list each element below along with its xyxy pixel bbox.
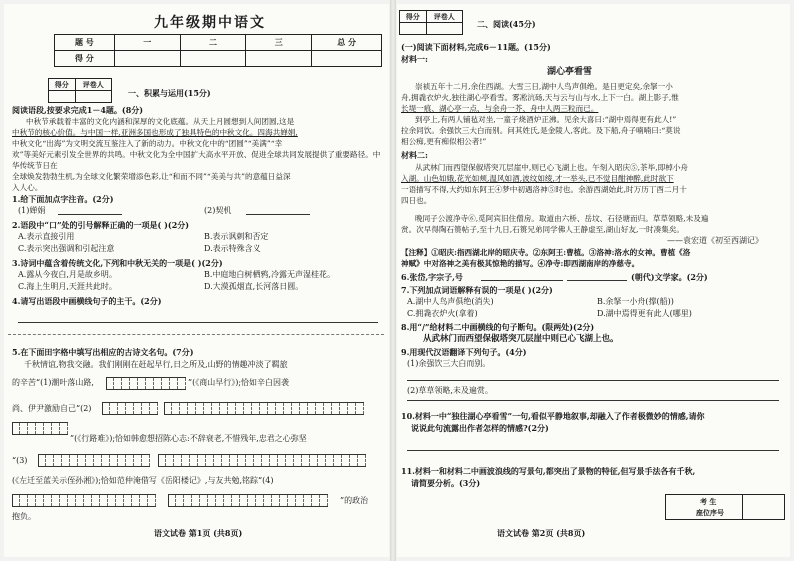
q5-text2a: 的辛苦“(1)潮叶落山路, (12, 378, 94, 387)
material1-line: 拉余同饮。余强饮三大白而别。问其姓氏,是金陵人,客此。及下船,舟子喃喃曰:“莫说 (401, 126, 681, 135)
passage-line: 中秋节承载着丰富的文化内涵和深厚的文化底蕴。从天上月圆想到人间团圆,这是 (26, 117, 295, 126)
grader-box (48, 78, 112, 103)
score-input-cell[interactable] (312, 51, 382, 67)
section1-title: 一、积累与运用(15分) (128, 88, 211, 98)
q10-title-2: 说说此句流露出作者怎样的情感?(2分) (411, 423, 549, 433)
material2-line: 从武林门而西望保俶塔突兀层崖中,则已心飞湖上也。午刻入昭庆⑤,茶毕,即棹小舟 (415, 163, 689, 172)
q10-answer-line[interactable] (407, 450, 779, 451)
material2-text (401, 162, 785, 206)
grader-name-cell[interactable] (75, 91, 111, 103)
grader-name-label: 评卷人 (426, 11, 462, 23)
page-footer: 语文试卷 第2页 (共8页) (497, 528, 586, 538)
q3-option-b: B.中庭地白树栖鸦,冷露无声湿桂花。 (204, 270, 335, 279)
q4-answer-line[interactable] (18, 322, 378, 323)
exam-seat-box (665, 494, 785, 520)
score-header-cell: 一 (114, 35, 180, 51)
q5-text5a: “(3) (12, 456, 28, 465)
passage-line: 欢”等美好元素引发全世界的共鸣。中秋文化为全中国扩大高水平开放、促进全球共同发展提供了重要路径。中华传统节日在 (12, 150, 381, 170)
q5-text2b: ”(《商山早行》);恰如辛白因袭 (188, 378, 290, 387)
page-fold (390, 0, 396, 561)
score-input-cell[interactable] (114, 51, 180, 67)
q7-option-d: D.湖中焉得更有此人(哪里) (597, 309, 692, 318)
exam-seat-number-field[interactable] (744, 497, 782, 517)
grader-score-label: 得分 (49, 79, 76, 91)
material1-line: 相公痴,更有痴似相公者!” (401, 137, 487, 146)
score-table (54, 34, 382, 67)
divider (8, 334, 384, 335)
passage (12, 116, 384, 193)
q6-tail: (朝代)文学家。(2分) (631, 272, 708, 282)
q5-2-grid-c[interactable] (12, 422, 68, 435)
score-header-cell: 总 分 (312, 35, 382, 51)
material2-line: 一语描写不得,大约如东阿王④梦中初遇洛神⑤时也。余游西湖始此,时万历丁酉二月十 (401, 185, 687, 194)
q4-title: 4.请写出语段中画横线句子的主干。(2分) (12, 296, 162, 306)
reading-intro: 阅读语段,按要求完成1－4题。(8分) (12, 105, 144, 115)
q7-option-c: C.拥毳衣炉火(拿着) (407, 309, 478, 318)
exam-seat-divider (742, 495, 743, 519)
q5-title: 5.在下面田字格中填写出相应的古诗文名句。(7分) (12, 347, 194, 357)
q5-4-grid-a[interactable] (12, 494, 156, 507)
material2-text3: 赏。次早得陶石篑帖子,至十九日,石篑兄弟同学佛人王静虚至,湖山好友,一时凑集矣。 (401, 225, 685, 234)
passage-line: 入人心。 (12, 183, 43, 192)
grader-name-cell[interactable] (426, 23, 462, 35)
notes: 【注释】①昭庆:指西湖北岸的昭庆寺。②东阿王:曹植。③洛神:洛水的女神。曹植《洛 (401, 248, 691, 257)
q2-title: 2.语段中“口”处的引号解释正确的一项是( )(2分) (12, 220, 190, 230)
part1-title: (一)阅读下面材料,完成6－11题。(15分) (401, 42, 551, 52)
q9-a: (1)余强饮三大白而别。 (407, 359, 491, 368)
passage-line: 全球焕发勃勃生机,为全球文化繁荣增添色彩,让“和而不同”“美美与共”的意蕴日益深 (12, 172, 291, 181)
section2-title: 二、阅读(45分) (477, 19, 536, 29)
material1-text (401, 81, 785, 147)
q5-text7: 抱负。 (12, 512, 36, 521)
q9-a-answer-line[interactable] (407, 380, 779, 381)
q5-text6a: (《左迁至蓝关示侄孙湘》);恰如范仲淹借写《岳阳楼记》,与友共勉,铭踪“(4) (12, 476, 274, 485)
grader-box (399, 10, 463, 35)
notes-2: 神赋》中对洛神之美有极其惊艳的描写。④净寺:即西湖南岸的净慈寺。 (401, 259, 640, 268)
exam-title: 九年级期中语文 (154, 15, 266, 31)
q2-option-a: A.表示直接引用 (18, 232, 75, 241)
q5-text6b: ”的政治 (340, 496, 369, 505)
grader-score-label: 得分 (400, 11, 427, 23)
q7-title: 7.下列加点词语解释有误的一项是( )(2分) (401, 285, 553, 295)
material2-line: 四日也。 (401, 196, 432, 205)
q1-title: 1.给下面加点字注音。(2分) (12, 194, 114, 204)
right-page (397, 4, 790, 557)
q2-option-b: B.表示讽刺和否定 (204, 232, 269, 241)
q2-option-d: D.表示特殊含义 (204, 244, 261, 253)
q3-title: 3.诗词中蕴含着传统文化,下列和中秋无关的一项是( )(2分) (12, 258, 223, 268)
exam-seat-label-1: 考 生 (700, 497, 717, 506)
q5-text3a: 尚、伊尹激励自己“(2) (12, 404, 92, 413)
score-header-cell: 二 (180, 35, 246, 51)
q5-text1: 千秋情谊,物我交融。我们刚刚在赶起早行,日之所及,山野的情趣冲淡了羁旅 (24, 360, 288, 369)
q1-a-answer-line[interactable] (58, 214, 122, 215)
q5-3-grid-a[interactable] (38, 454, 150, 467)
q8-sentence: 从武林门而西望保俶塔突兀层崖中则已心飞湖上也。 (423, 334, 619, 344)
material1-title: 湖心亭看雪 (547, 67, 593, 77)
material1-line: 崇祯五年十二月,余住西湖。大雪三日,湖中人鸟声俱绝。是日更定矣,余拏一小 (415, 82, 673, 91)
material1-line: 到亭上,有两人铺毡对坐,一童子烧酒炉正沸。见余大喜曰:“湖中焉得更有此人!” (415, 115, 677, 124)
grader-name-label: 评卷人 (75, 79, 111, 91)
q9-title: 9.用现代汉语翻译下列句子。(4分) (401, 347, 527, 357)
page-footer: 语文试卷 第1页 (共8页) (154, 528, 243, 538)
q7-option-a: A.湖中人鸟声俱绝(消失) (407, 297, 494, 306)
q9-b: (2)草草领略,未及遍赏。 (407, 386, 493, 395)
grader-score-cell[interactable] (49, 91, 76, 103)
material1-line: 舟,拥毳衣炉火,独往湖心亭看雪。雾凇沆砀,天与云与山与水,上下一白。湖上影子,惟 (401, 93, 679, 102)
material2-line: 入湖。山色如娥,花光如颊,温风如酒,波纹如绫,才一举头,已不觉目酣神醉,此时欲下 (401, 174, 674, 183)
score-input-cell[interactable] (246, 51, 312, 67)
left-page (4, 4, 389, 557)
grader-score-cell[interactable] (400, 23, 427, 35)
q3-option-a: A.露从今夜白,月是故乡明。 (18, 270, 117, 279)
q1-a: (1)婵娟 (18, 206, 46, 215)
q11-title-2: 请简要分析。(3分) (411, 478, 481, 488)
q10-title: 10.材料一中“独往湖心亭看雪”一句,看似平静地叙事,却融入了作者极微妙的情感,请你 (401, 411, 705, 421)
q5-4-grid-b[interactable] (168, 494, 328, 507)
passage-line: 中秋节的核心价值。与中国一样,亚洲多国也形成了独具特色的中秋文化。四海共婵娟, (12, 128, 298, 137)
q8-title: 8.用“/”给材料二中画横线的句子断句。(限两处)(2分) (401, 322, 595, 332)
q9-b-answer-line[interactable] (407, 400, 779, 401)
q5-2-grid-a[interactable] (102, 402, 158, 415)
q3-option-c: C.海上生明月,天涯共此时。 (18, 282, 117, 291)
q5-2-grid-b[interactable] (164, 402, 364, 415)
q6-title: 6.张岱,字宗子,号 (401, 272, 463, 282)
q6-answer-line[interactable] (481, 280, 563, 281)
score-label-cell: 得 分 (55, 51, 115, 67)
q7-option-b: B.余拏一小舟(撑(船)) (597, 297, 674, 306)
material2-source: ——袁宏道《初至西湖记》 (667, 236, 763, 245)
material1-label: 材料一: (401, 54, 428, 64)
exam-seat-label-2: 座位序号 (696, 508, 724, 517)
q5-text4a: ”(《行路难》);恰如韩愈想招陈心志:不辞衰老,不惜残年,忠君之心弥坚 (70, 434, 307, 443)
material2-text2: 晚同子公渡净寺⑥,觅阿宾旧住僧房。取道由六桥、岳坟、石径塘而归。草草领略,未及遍 (415, 214, 709, 223)
q3-option-d: D.大漠孤烟直,长河落日圆。 (204, 282, 304, 291)
score-input-cell[interactable] (180, 51, 246, 67)
q5-3-grid-b[interactable] (158, 454, 366, 467)
material1-line: 长堤一痕、湖心亭一点、与余舟一芥、舟中人两三粒而已。 (401, 104, 599, 113)
q6-answer-line-2[interactable] (567, 280, 627, 281)
q5-1-grid[interactable] (106, 377, 186, 390)
score-header-cell: 三 (246, 35, 312, 51)
q2-option-c: C.表示突出强调和引起注意 (18, 244, 115, 253)
passage-line: 中秋文化“出海”为文明交流互鉴注入了新的动力。中秋文化中的“团圆”“美满”“幸 (12, 139, 283, 148)
material2-label: 材料二: (401, 150, 428, 160)
q1-b: (2)契机 (204, 206, 232, 215)
q1-b-answer-line[interactable] (246, 214, 310, 215)
q11-title: 11.材料一和材料二中画波浪线的写景句,都突出了景物的特征,但写景手法各有千秋, (401, 466, 696, 476)
score-header-cell: 题 号 (55, 35, 115, 51)
